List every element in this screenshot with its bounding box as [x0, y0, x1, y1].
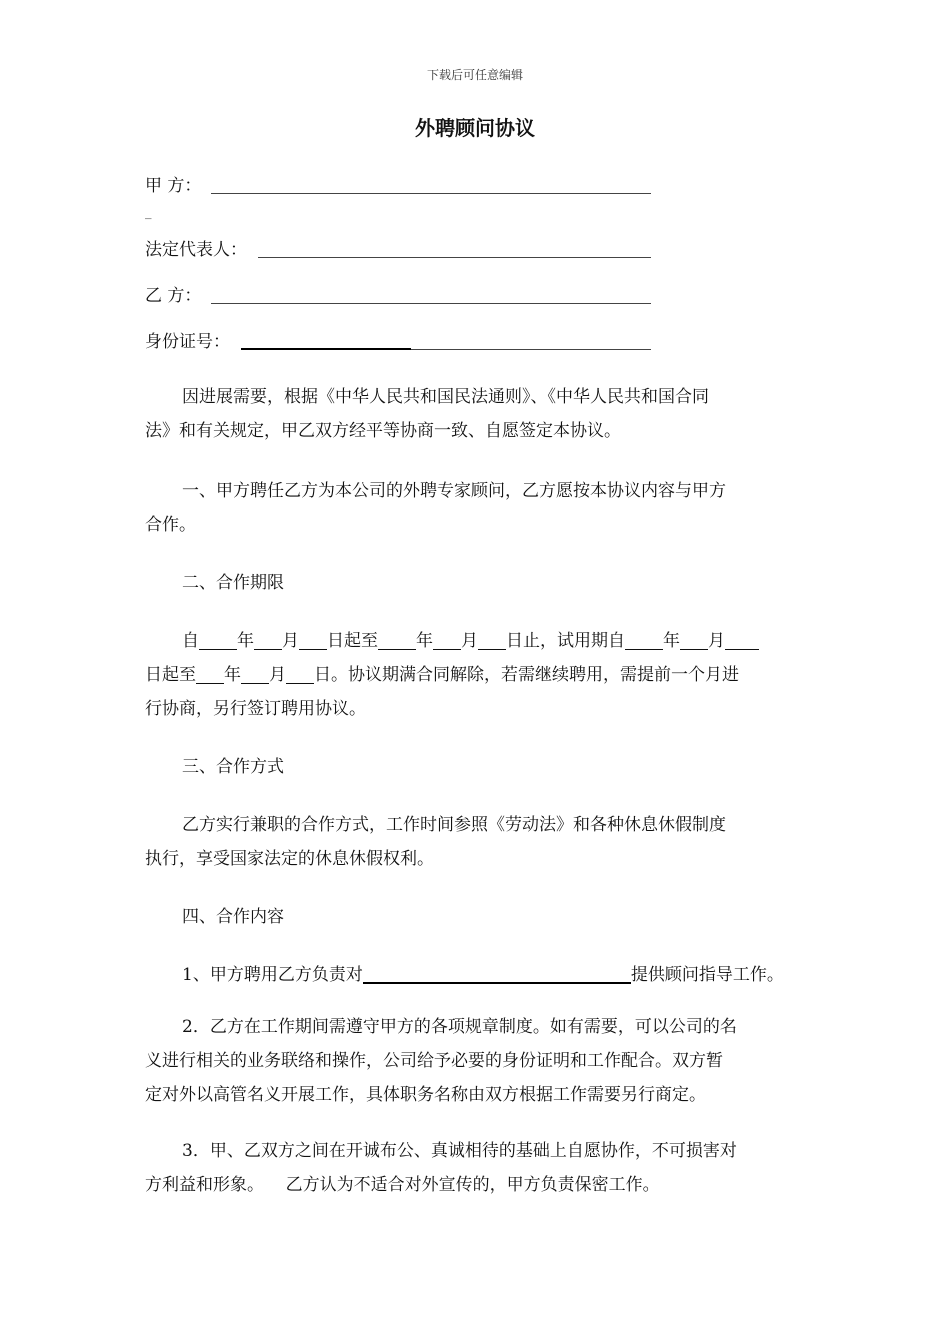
- clause-2-line-3: 定对外以高管名义开展工作，具体职务名称由双方根据工作需要另行商定。: [145, 1085, 706, 1105]
- section-3-line-2: 执行，享受国家法定的休息休假权利。: [145, 849, 434, 869]
- party-a-overflow-mark: _: [145, 205, 152, 220]
- id-number-label: 身份证号：: [145, 332, 230, 352]
- clause-2-line-1: 2．乙方在工作期间需遵守甲方的各项规章制度。如有需要，可以公司的名: [182, 1017, 737, 1037]
- term-text: 年: [237, 631, 254, 651]
- party-a-line[interactable]: [211, 193, 651, 194]
- document-title: 外聘顾问协议: [415, 116, 535, 140]
- legal-rep-line[interactable]: [258, 257, 651, 258]
- document-body: [145, 380, 810, 1202]
- term-line-3: 行协商，另行签订聘用协议。: [145, 699, 366, 719]
- term-text: 日起至: [145, 665, 196, 685]
- id-number-filled-segment: [241, 348, 411, 350]
- section-3-line-1: 乙方实行兼职的合作方式，工作时间参照《劳动法》和各种休息休假制度: [182, 815, 726, 835]
- clause-2-line-2: 义进行相关的业务联络和操作，公司给予必要的身份证明和工作配合。双方暂: [145, 1051, 723, 1071]
- legal-rep-field[interactable]: [145, 236, 665, 262]
- legal-rep-label: 法定代表人：: [145, 240, 247, 260]
- term-text: 年: [416, 631, 433, 651]
- id-number-line[interactable]: [241, 349, 651, 350]
- term-text: 日起至: [327, 631, 378, 651]
- term-text: 月: [269, 665, 286, 685]
- end-year-blank[interactable]: [378, 627, 416, 650]
- trial-end-month-blank[interactable]: [241, 661, 269, 684]
- intro-line-1: 因进展需要，根据《中华人民共和国民法通则》、《中华人民共和国合同: [182, 387, 709, 407]
- party-a-field[interactable]: [145, 172, 665, 198]
- term-text: 月: [461, 631, 478, 651]
- party-a-label: 甲 方：: [145, 176, 202, 196]
- section-1-line-1: 一、甲方聘任乙方为本公司的外聘专家顾问，乙方愿按本协议内容与甲方: [182, 481, 726, 501]
- section-2-heading: 二、合作期限: [182, 573, 284, 593]
- start-month-blank[interactable]: [254, 627, 282, 650]
- clause-1-text: 1、甲方聘用乙方负责对: [182, 965, 363, 985]
- term-text: 年: [663, 631, 680, 651]
- party-fields: [145, 172, 665, 354]
- trial-end-year-blank[interactable]: [196, 661, 224, 684]
- term-text: 月: [708, 631, 725, 651]
- section-1-line-2: 合作。: [145, 515, 196, 535]
- header-note: 下载后可任意编辑: [426, 68, 523, 82]
- end-day-blank[interactable]: [478, 627, 506, 650]
- party-b-field[interactable]: [145, 282, 665, 308]
- term-text: 自: [182, 631, 199, 651]
- intro-line-2: 法》和有关规定，甲乙双方经平等协商一致、自愿签定本协议。: [145, 421, 621, 441]
- start-day-blank[interactable]: [299, 627, 327, 650]
- party-b-label: 乙 方：: [145, 286, 202, 306]
- section-4-heading: 四、合作内容: [182, 907, 284, 927]
- term-line-1: [145, 624, 810, 658]
- start-year-blank[interactable]: [199, 627, 237, 650]
- term-text: 日止，试用期自: [506, 631, 625, 651]
- clause-3-line-1: 3．甲、乙双方之间在开诚布公、真诚相待的基础上自愿协作，不可损害对: [182, 1141, 737, 1161]
- trial-start-day-blank[interactable]: [725, 627, 759, 650]
- trial-start-month-blank[interactable]: [680, 627, 708, 650]
- term-line-2: [145, 658, 810, 692]
- clause-1-text: 提供顾问指导工作。: [630, 965, 784, 985]
- trial-start-year-blank[interactable]: [625, 627, 663, 650]
- clause-1: [145, 958, 810, 992]
- term-text: 月: [282, 631, 299, 651]
- trial-end-day-blank[interactable]: [286, 661, 314, 684]
- end-month-blank[interactable]: [433, 627, 461, 650]
- term-text: 日。协议期满合同解除，若需继续聘用，需提前一个月进: [314, 665, 739, 685]
- party-b-line[interactable]: [211, 303, 651, 304]
- clause-1-blank[interactable]: [363, 960, 631, 984]
- section-3-heading: 三、合作方式: [182, 757, 284, 777]
- id-number-field[interactable]: [145, 328, 665, 354]
- clause-3-line-2: 方利益和形象。 乙方认为不适合对外宣传的，甲方负责保密工作。: [145, 1175, 660, 1195]
- term-text: 年: [224, 665, 241, 685]
